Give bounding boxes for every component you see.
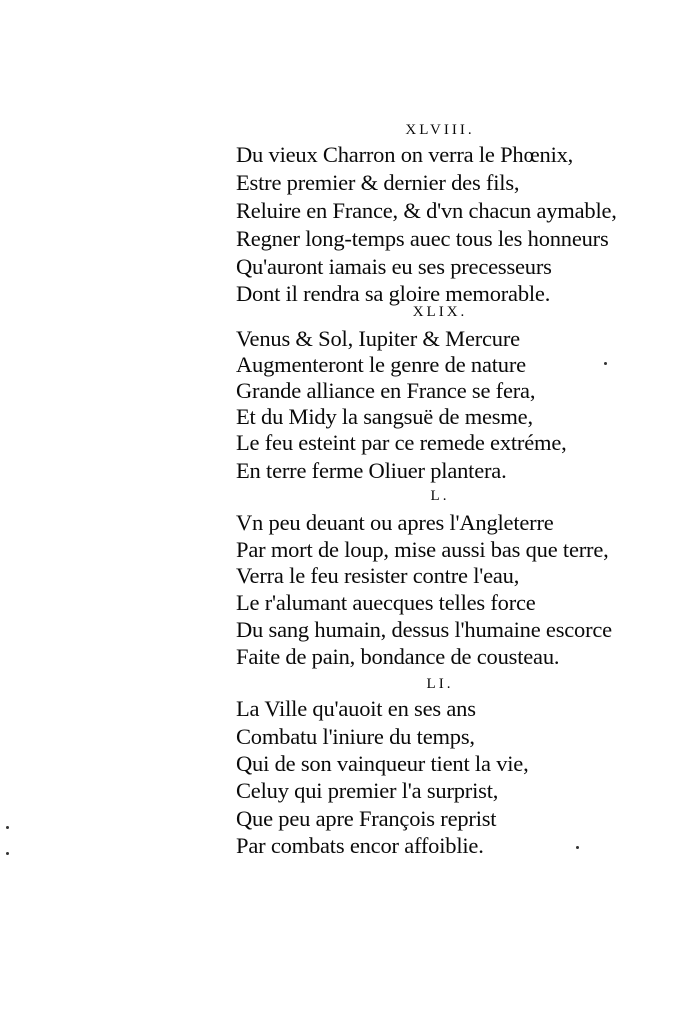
verse-line: Estre premier & dernier des fils, — [236, 170, 520, 195]
verse-line: Le feu esteint par ce remede extréme, — [236, 430, 567, 455]
verse-line: Verra le feu resister contre l'eau, — [236, 563, 520, 588]
verse-line: Augmenteront le genre de nature — [236, 352, 526, 377]
verse-line: Du vieux Charron on verra le Phœnix, — [236, 142, 574, 167]
verse-line: Celuy qui premier l'a surprist, — [236, 778, 499, 803]
verse-line: Combatu l'iniure du temps, — [236, 724, 475, 749]
stanza-numeral: LI. — [426, 676, 454, 692]
stanza-numeral: L. — [430, 488, 450, 504]
verse-line: Regner long-temps auec tous les honneurs — [236, 226, 609, 251]
stanza-numeral: XLVIII. — [405, 122, 475, 138]
verse-line: Reluire en France, & d'vn chacun aymable, — [236, 198, 617, 223]
verse-line: Dont il rendra sa gloire memorable. — [236, 281, 551, 306]
verse-line: Du sang humain, dessus l'humaine escorce — [236, 617, 612, 642]
verse-line: Grande alliance en France se fera, — [236, 378, 536, 403]
scan-speck — [576, 846, 579, 849]
verse-line: Qu'auront iamais eu ses precesseurs — [236, 254, 552, 279]
verse-line: Qui de son vainqueur tient la vie, — [236, 751, 529, 776]
verse-line: Par combats encor affoiblie. — [236, 833, 484, 858]
verse-line: La Ville qu'auoit en ses ans — [236, 696, 476, 721]
verse-line: Le r'alumant auecques telles force — [236, 590, 536, 615]
verse-line: Et du Midy la sangsuë de mesme, — [236, 404, 533, 429]
verse-line: Que peu apre François reprist — [236, 806, 497, 831]
verse-line: Faite de pain, bondance de cousteau. — [236, 644, 560, 669]
verse-line: Venus & Sol, Iupiter & Mercure — [236, 326, 520, 351]
scan-speck — [6, 826, 9, 829]
stanza-numeral: XLIX. — [412, 304, 468, 320]
verse-line: Par mort de loup, mise aussi bas que terre, — [236, 537, 609, 562]
scan-speck — [604, 362, 607, 365]
scan-speck — [6, 852, 9, 855]
verse-line: Vn peu deuant ou apres l'Angleterre — [236, 510, 554, 535]
verse-line: En terre ferme Oliuer plantera. — [236, 458, 507, 483]
